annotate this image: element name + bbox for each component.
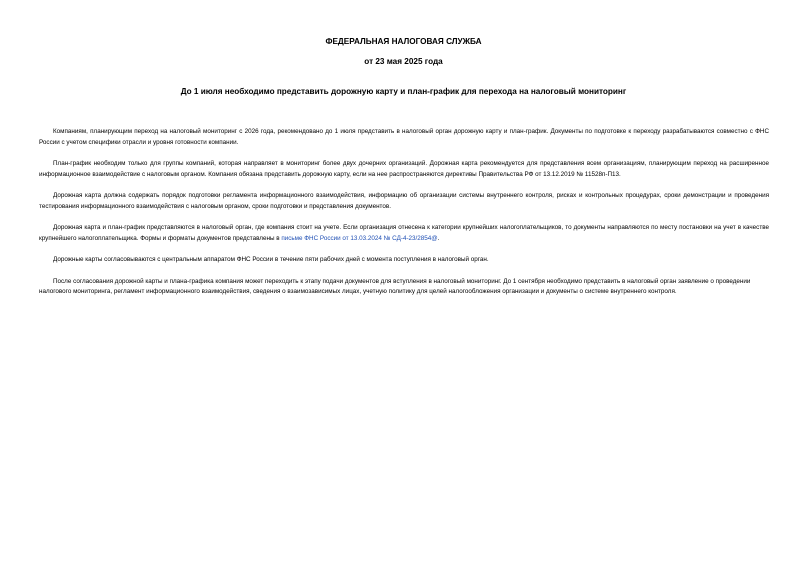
document-body	[39, 127, 769, 309]
paragraph-4-end: .	[437, 234, 440, 242]
paragraph-3: Дорожная карта должна содержать порядок подготовки регламента информационного взаимодействия, информацию об организации системы внутреннего контроля, рисках и контрольных процедурах, сроки демонстрации и проведения тестирования информационного взаимодействия с налоговым органом, сроки подготовки и представления документов.	[39, 192, 769, 210]
fns-letter-link[interactable]: письме ФНС России от 13.03.2024 № СД-4-23/2854@	[281, 234, 438, 242]
paragraph-4	[39, 223, 769, 244]
paragraph-1: Компаниям, планирующим переход на налоговый мониторинг с 2026 года, рекомендовано до 1 июля представить в налоговый орган дорожную карту и план-график. Документы по подготовке к переходу разрабатываются совместно с ФНС России с учетом специфики отрасли и уровня готовности компании.	[39, 128, 769, 146]
document-title: До 1 июля необходимо представить дорожную карту и план-график для перехода на налоговый мониторинг	[180, 87, 627, 96]
paragraph-4-text: Дорожная карта и план-график представляются в налоговый орган, где компания стоит на учете. Если организация отнесена к категории крупнейших налогоплательщиков, то документы направляются по месту постановки на учет в качестве крупнейшего налогоплательщика. Формы и форматы документов представлены в	[39, 224, 769, 242]
document-date: от 23 мая 2025 года	[364, 57, 443, 66]
paragraph-5: Дорожные карты согласовываются с центральным аппаратом ФНС России в течение пяти рабочих дней с момента поступления в налоговый орган.	[53, 256, 489, 263]
paragraph-2: План-график необходим только для группы компаний, которая направляет в мониторинг более двух дочерних организаций. Дорожная карта рекомендуется для представления всем организациям, планирующим переход на расширенное информационное взаимодействие с налоговым органом. Компания обязана представить дорожную карту, если на нее распространяются директивы Правительства РФ от 13.12.2019 № 11528п-П13.	[39, 160, 769, 178]
paragraph-6: После согласования дорожной карты и плана-графика компания может переходить к этапу подачи документов для вступления в налоговый мониторинг. До 1 сентября необходимо представить в налоговый орган заявление о проведении налогового мониторинга, регламент информационного взаимодействия, сведения о взаимозависимых лицах, учетную политику для целей налогообложения организации и документы о системе внутреннего контроля.	[39, 277, 751, 295]
agency-heading: ФЕДЕРАЛЬНАЯ НАЛОГОВАЯ СЛУЖБА	[325, 37, 482, 46]
